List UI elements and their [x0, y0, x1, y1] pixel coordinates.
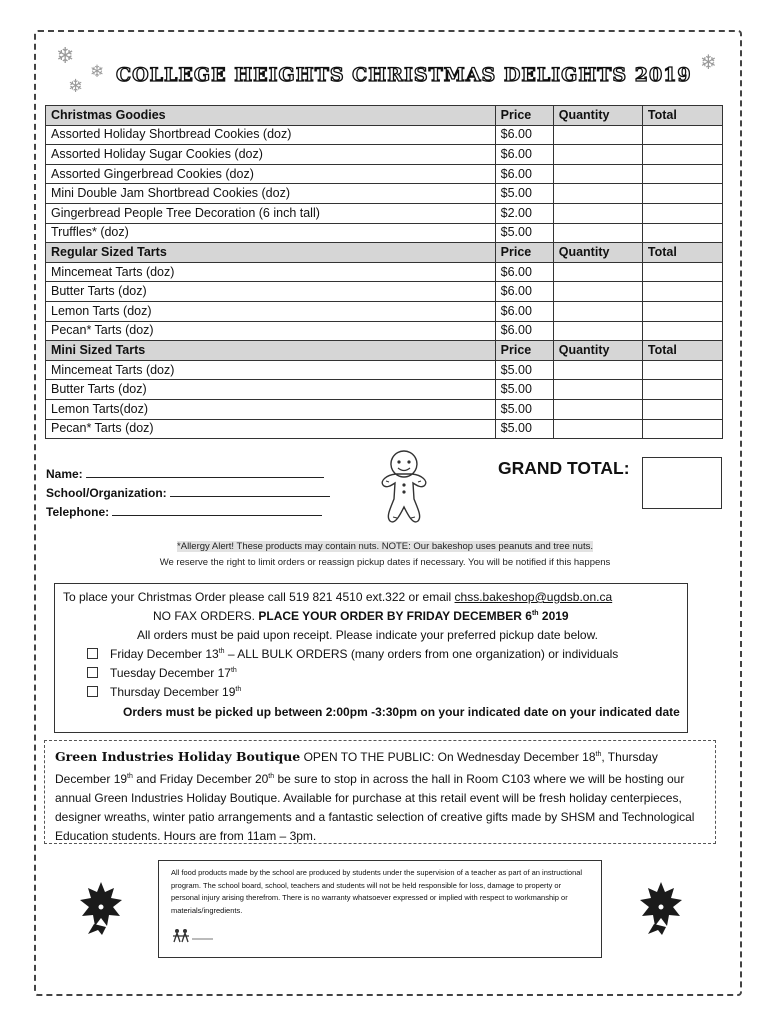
deadline-line: NO FAX ORDERS. PLACE YOUR ORDER BY FRIDAY DECEMBER 6th 2019 — [153, 609, 569, 623]
snowflake-icon: ❄ — [90, 62, 105, 82]
total-cell[interactable] — [642, 360, 722, 380]
total-cell[interactable] — [642, 380, 722, 400]
table-row — [46, 282, 723, 302]
item-price: $5.00 — [495, 380, 553, 400]
email-link[interactable]: chss.bakeshop@ugdsb.on.ca — [454, 590, 613, 604]
quantity-cell[interactable] — [553, 203, 642, 223]
order-instructions — [54, 583, 688, 733]
allergy-alert: *Allergy Alert! These products may contain nuts. NOTE: Our bakeshop uses peanuts and tree nuts. — [177, 541, 593, 552]
table-row — [46, 164, 723, 184]
table-row — [46, 301, 723, 321]
item-price: $5.00 — [495, 419, 553, 439]
item-name: Pecan* Tarts (doz) — [46, 419, 496, 439]
pickup-checkbox[interactable] — [87, 667, 98, 678]
table-row — [46, 360, 723, 380]
item-name: Assorted Holiday Sugar Cookies (doz) — [46, 145, 496, 165]
header-cell: Quantity — [553, 341, 642, 361]
header-cell: Price — [495, 341, 553, 361]
item-name: Mini Double Jam Shortbread Cookies (doz) — [46, 184, 496, 204]
table-row — [46, 262, 723, 282]
total-cell[interactable] — [642, 203, 722, 223]
telephone-field[interactable] — [46, 503, 330, 522]
total-cell[interactable] — [642, 262, 722, 282]
total-cell[interactable] — [642, 164, 722, 184]
payment-note: All orders must be paid upon receipt. Please indicate your preferred pickup date below. — [137, 628, 598, 642]
item-price: $5.00 — [495, 399, 553, 419]
total-cell[interactable] — [642, 184, 722, 204]
table-row — [46, 145, 723, 165]
header-cell: Quantity — [553, 106, 642, 126]
section-header-row — [46, 341, 723, 361]
header-cell: Christmas Goodies — [46, 106, 496, 126]
quantity-cell[interactable] — [553, 262, 642, 282]
telephone-label: Telephone: — [46, 505, 110, 519]
table-row — [46, 203, 723, 223]
header-cell: Total — [642, 106, 722, 126]
table-row — [46, 399, 723, 419]
table-row — [46, 125, 723, 145]
header-cell: Price — [495, 243, 553, 263]
school-field[interactable] — [46, 484, 330, 503]
total-cell[interactable] — [642, 223, 722, 243]
quantity-cell[interactable] — [553, 380, 642, 400]
total-cell[interactable] — [642, 399, 722, 419]
item-price: $6.00 — [495, 145, 553, 165]
total-cell[interactable] — [642, 419, 722, 439]
disclaimer-text: All food products made by the school are produced by students under the supervision of a teacher as part of an instructional program. The school board, school, teachers and students will not be held responsible for loss, damage to property or personal injury arising therefrom. There is no warranty whatsoever expressed or implied with respect to workmanship or materials/ingredients. — [171, 868, 583, 915]
table-row — [46, 184, 723, 204]
table-row — [46, 419, 723, 439]
item-price: $5.00 — [495, 223, 553, 243]
pickup-option: Thursday December 19th — [87, 685, 241, 699]
item-name: Truffles* (doz) — [46, 223, 496, 243]
pickup-option: Tuesday December 17th — [87, 666, 237, 680]
quantity-cell[interactable] — [553, 282, 642, 302]
snowflake-icon: ❄ — [700, 50, 717, 74]
total-cell[interactable] — [642, 125, 722, 145]
holly-icon — [76, 880, 126, 936]
item-name: Pecan* Tarts (doz) — [46, 321, 496, 341]
header-cell: Total — [642, 243, 722, 263]
order-contact-line: To place your Christmas Order please call 519 821 4510 ext.322 or email chss.bakeshop@ugdsb.on.ca — [63, 590, 613, 604]
item-name: Mincemeat Tarts (doz) — [46, 360, 496, 380]
item-name: Gingerbread People Tree Decoration (6 inch tall) — [46, 203, 496, 223]
allergy-note: We reserve the right to limit orders or reassign pickup dates if necessary. You will be notified if this happens — [159, 557, 611, 568]
pickup-time-note: Orders must be picked up between 2:00pm -3:30pm on your indicated date on your indicated date — [123, 705, 680, 719]
item-price: $6.00 — [495, 262, 553, 282]
table-row — [46, 380, 723, 400]
header-cell: Mini Sized Tarts — [46, 341, 496, 361]
pickup-checkbox[interactable] — [87, 686, 98, 697]
total-cell[interactable] — [642, 301, 722, 321]
quantity-cell[interactable] — [553, 223, 642, 243]
item-price: $2.00 — [495, 203, 553, 223]
item-price: $6.00 — [495, 321, 553, 341]
gingerbread-man-icon — [378, 447, 430, 527]
header-cell: Total — [642, 341, 722, 361]
grand-total-box[interactable] — [642, 457, 722, 509]
school-logo-icon — [171, 927, 215, 945]
quantity-cell[interactable] — [553, 419, 642, 439]
table-row — [46, 321, 723, 341]
item-price: $6.00 — [495, 301, 553, 321]
quantity-cell[interactable] — [553, 399, 642, 419]
disclaimer-box — [158, 860, 602, 958]
section-header-row — [46, 243, 723, 263]
order-table — [45, 105, 723, 439]
quantity-cell[interactable] — [553, 164, 642, 184]
item-name: Butter Tarts (doz) — [46, 282, 496, 302]
table-row — [46, 223, 723, 243]
item-name: Assorted Holiday Shortbread Cookies (doz) — [46, 125, 496, 145]
school-label: School/Organization: — [46, 486, 167, 500]
quantity-cell[interactable] — [553, 360, 642, 380]
holly-icon — [636, 880, 686, 936]
boutique-announcement: Green Industries Holiday Boutique OPEN TO THE PUBLIC: On Wednesday December 18th, Thursday December 19th and Friday December 20th be sure to stop in across the hall in Room C103 where we will be hosting our annual Green Industries Holiday Boutique. Available for purchase at this retail event will be fresh holiday centerpieces, designer wreaths, winter patio arrangements and a fantastic selection of creative gifts made by SHSM and Technological Education students. Hours are from 11am – 3pm. — [44, 740, 716, 844]
page-title: COLLEGE HEIGHTS CHRISTMAS DELIGHTS 2019 — [116, 64, 692, 86]
snowflake-icon: ❄ — [68, 76, 84, 97]
header-cell: Regular Sized Tarts — [46, 243, 496, 263]
name-label: Name: — [46, 467, 83, 481]
item-price: $5.00 — [495, 184, 553, 204]
item-price: $6.00 — [495, 164, 553, 184]
boutique-name: Green Industries Holiday Boutique — [55, 749, 301, 764]
total-cell[interactable] — [642, 321, 722, 341]
name-field[interactable] — [46, 465, 330, 484]
item-name: Assorted Gingerbread Cookies (doz) — [46, 164, 496, 184]
quantity-cell[interactable] — [553, 125, 642, 145]
header-cell: Price — [495, 106, 553, 126]
quantity-cell[interactable] — [553, 145, 642, 165]
item-name: Mincemeat Tarts (doz) — [46, 262, 496, 282]
item-price: $6.00 — [495, 282, 553, 302]
section-header-row — [46, 106, 723, 126]
header-cell: Quantity — [553, 243, 642, 263]
item-price: $5.00 — [495, 360, 553, 380]
customer-info-fields — [46, 465, 330, 522]
item-name: Lemon Tarts(doz) — [46, 399, 496, 419]
quantity-cell[interactable] — [553, 301, 642, 321]
quantity-cell[interactable] — [553, 184, 642, 204]
pickup-checkbox[interactable] — [87, 648, 98, 659]
item-name: Lemon Tarts (doz) — [46, 301, 496, 321]
quantity-cell[interactable] — [553, 321, 642, 341]
pickup-option: Friday December 13th – ALL BULK ORDERS (many orders from one organization) or individuals — [87, 647, 618, 661]
snowflake-icon: ❄ — [56, 44, 75, 69]
total-cell[interactable] — [642, 282, 722, 302]
total-cell[interactable] — [642, 145, 722, 165]
item-name: Butter Tarts (doz) — [46, 380, 496, 400]
item-price: $6.00 — [495, 125, 553, 145]
grand-total-label: GRAND TOTAL: — [498, 458, 630, 478]
